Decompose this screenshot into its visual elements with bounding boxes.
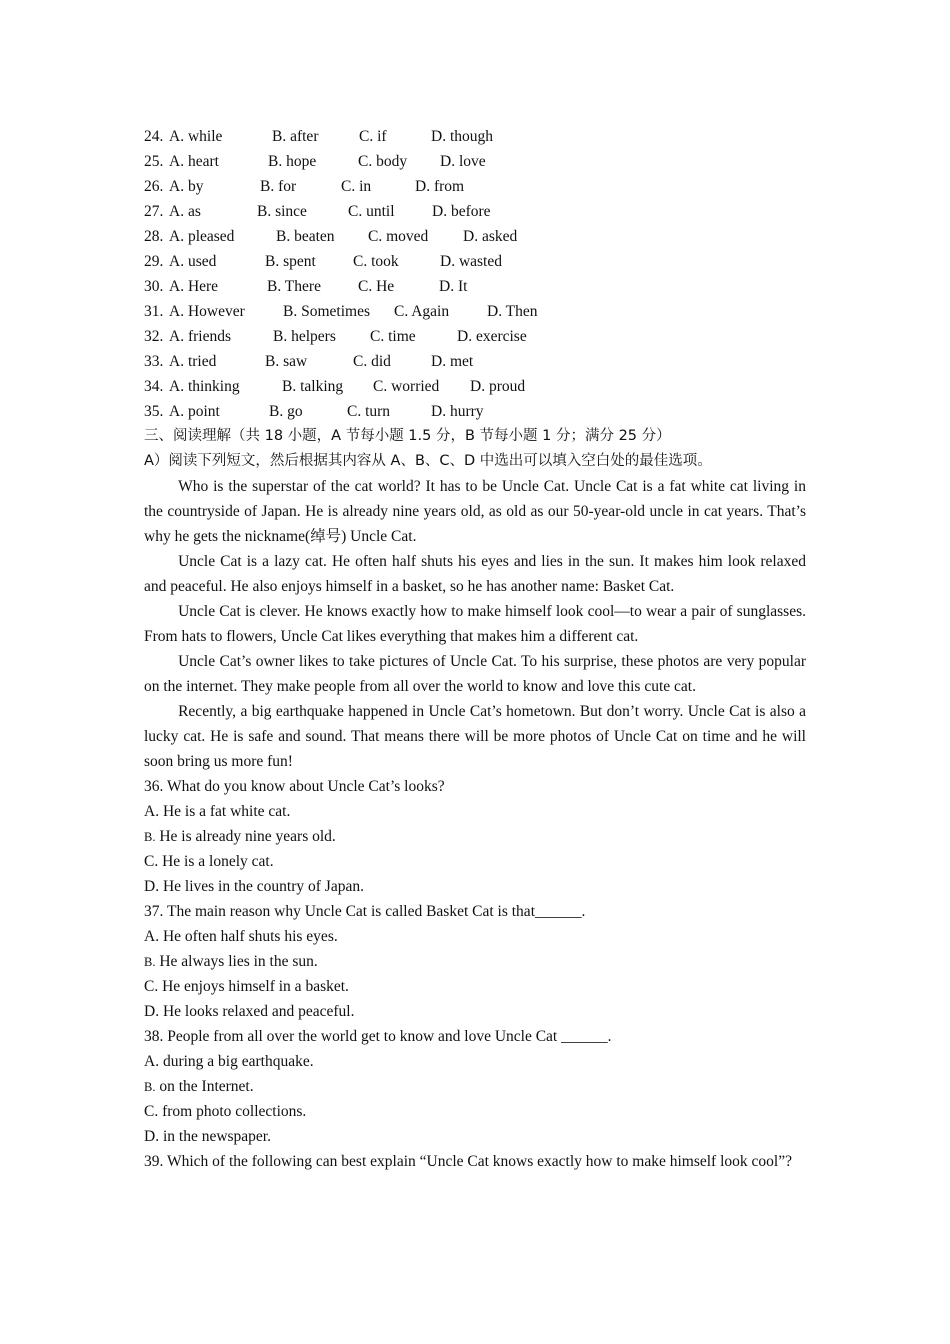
cloze-option-row (144, 274, 806, 299)
cloze-options-list (144, 124, 806, 424)
answer-option (144, 799, 806, 824)
option-letter: A. (144, 928, 160, 945)
cloze-option-row (144, 124, 806, 149)
option-letter: D. (144, 1003, 160, 1020)
question-stem: 36. What do you know about Uncle Cat’s looks? (144, 778, 445, 795)
cloze-option-row (144, 224, 806, 249)
question-39 (144, 1149, 806, 1174)
question-number: 32. (144, 328, 164, 345)
option-a: A. by (169, 178, 204, 195)
option-c: C. time (370, 328, 416, 345)
option-a: A. point (169, 403, 220, 420)
section-heading: 三、阅读理解（共 18 小题，A 节每小题 1.5 分，B 节每小题 1 分；满分 25 分） (144, 428, 671, 444)
option-c: C. did (353, 353, 391, 370)
option-a: A. heart (169, 153, 219, 170)
option-d: D. asked (463, 228, 518, 245)
option-letter: D. (144, 878, 160, 895)
option-a: A. Here (169, 278, 219, 295)
option-c: C. moved (368, 228, 429, 245)
passage-paragraph: Uncle Cat is clever. He knows exactly how to make himself look cool—to wear a pair of sunglasses. From hats to flowers, Uncle Cat likes everything that makes him a different cat. (144, 603, 806, 645)
question-36 (144, 774, 806, 899)
cloze-option-row (144, 299, 806, 324)
option-letter: A. (144, 1053, 160, 1070)
section-instruction: A）阅读下列短文，然后根据其内容从 A、B、C、D 中选出可以填入空白处的最佳选项。 (144, 453, 712, 469)
option-d: D. though (431, 128, 493, 145)
option-b: B. since (257, 203, 307, 220)
option-d: D. from (415, 178, 465, 195)
option-a: A. thinking (169, 378, 240, 395)
answer-option (144, 849, 806, 874)
answer-option (144, 924, 806, 949)
question-number: 25. (144, 153, 164, 170)
option-a: A. However (169, 303, 245, 320)
option-d: D. Then (487, 303, 538, 320)
passage-paragraph: Uncle Cat’s owner likes to take pictures of Uncle Cat. To his surprise, these photos are very popular on the internet. They make people from all over the world to know and love this cute cat. (144, 653, 806, 695)
option-text: He is a lonely cat. (158, 853, 274, 870)
option-b: B. go (269, 403, 303, 420)
option-c: C. Again (394, 303, 450, 320)
option-a: A. tried (169, 353, 217, 370)
option-letter: B. (144, 830, 156, 844)
answer-option (144, 1074, 806, 1099)
question-number: 31. (144, 303, 164, 320)
option-d: D. exercise (457, 328, 527, 345)
option-b: B. helpers (273, 328, 336, 345)
question-stem: 38. People from all over the world get to know and love Uncle Cat ______. (144, 1028, 612, 1045)
answer-option (144, 1099, 806, 1124)
cloze-option-row (144, 149, 806, 174)
question-number: 27. (144, 203, 164, 220)
option-b: B. talking (282, 378, 344, 395)
option-b: B. hope (268, 153, 317, 170)
option-d: D. before (432, 203, 491, 220)
question-stem: 37. The main reason why Uncle Cat is called Basket Cat is that______. (144, 903, 586, 920)
answer-option (144, 974, 806, 999)
question-number: 24. (144, 128, 164, 145)
option-a: A. while (169, 128, 223, 145)
cloze-option-row (144, 349, 806, 374)
option-b: B. There (267, 278, 321, 295)
option-letter: B. (144, 955, 156, 969)
option-text: He often half shuts his eyes. (159, 928, 338, 945)
cloze-option-row (144, 324, 806, 349)
reading-passage (144, 474, 806, 774)
option-text: from photo collections. (158, 1103, 307, 1120)
option-d: D. proud (470, 378, 526, 395)
option-c: C. body (358, 153, 408, 170)
option-b: B. saw (265, 353, 308, 370)
option-d: D. met (431, 353, 474, 370)
question-37 (144, 899, 806, 1024)
option-text: during a big earthquake. (159, 1053, 314, 1070)
option-a: A. used (169, 253, 217, 270)
option-letter: C. (144, 853, 159, 870)
question-number: 33. (144, 353, 164, 370)
option-a: A. pleased (169, 228, 235, 245)
answer-option (144, 1124, 806, 1149)
option-c: C. turn (347, 403, 391, 420)
option-d: D. wasted (440, 253, 502, 270)
option-c: C. until (348, 203, 395, 220)
answer-option (144, 999, 806, 1024)
option-c: C. worried (373, 378, 440, 395)
option-text: He always lies in the sun. (155, 953, 318, 970)
question-number: 28. (144, 228, 164, 245)
passage-paragraph: Recently, a big earthquake happened in Uncle Cat’s hometown. But don’t worry. Uncle Cat is also a lucky cat. He is safe and sound. That means there will be more photos of Uncle Cat on time and he will soon bring us more fun! (144, 703, 806, 770)
exam-page (144, 124, 806, 1174)
option-c: C. in (341, 178, 372, 195)
answer-option (144, 1049, 806, 1074)
option-c: C. if (359, 128, 387, 145)
option-letter: D. (144, 1128, 160, 1145)
cloze-option-row (144, 374, 806, 399)
question-number: 26. (144, 178, 164, 195)
option-d: D. It (439, 278, 468, 295)
option-text: He looks relaxed and peaceful. (159, 1003, 355, 1020)
option-letter: A. (144, 803, 160, 820)
option-d: D. hurry (431, 403, 484, 420)
question-number: 29. (144, 253, 164, 270)
option-b: B. Sometimes (283, 303, 370, 320)
option-d: D. love (440, 153, 486, 170)
option-b: B. spent (265, 253, 316, 270)
cloze-option-row (144, 199, 806, 224)
option-text: in the newspaper. (159, 1128, 271, 1145)
option-b: B. for (260, 178, 297, 195)
answer-option (144, 874, 806, 899)
option-text: He lives in the country of Japan. (159, 878, 364, 895)
passage-paragraph: Uncle Cat is a lazy cat. He often half shuts his eyes and lies in the sun. It makes him look relaxed and peaceful. He also enjoys himself in a basket, so he has another name: Basket Cat. (144, 553, 806, 595)
passage-paragraph: Who is the superstar of the cat world? It has to be Uncle Cat. Uncle Cat is a fat white cat living in the countryside of Japan. He is already nine years old, as old as our 50-year-old uncle in cat years. That’s why he gets the nickname(绰号) Uncle Cat. (144, 478, 806, 545)
question-38 (144, 1024, 806, 1149)
cloze-option-row (144, 399, 806, 424)
question-stem: 39. Which of the following can best explain “Uncle Cat knows exactly how to make himself look cool”? (144, 1153, 792, 1170)
option-b: B. after (272, 128, 319, 145)
question-number: 35. (144, 403, 164, 420)
question-number: 34. (144, 378, 164, 395)
question-number: 30. (144, 278, 164, 295)
cloze-option-row (144, 174, 806, 199)
option-a: A. as (169, 203, 201, 220)
option-text: He is already nine years old. (155, 828, 336, 845)
option-letter: C. (144, 978, 159, 995)
option-c: C. He (358, 278, 395, 295)
option-a: A. friends (169, 328, 231, 345)
option-letter: B. (144, 1080, 156, 1094)
option-letter: C. (144, 1103, 159, 1120)
option-c: C. took (353, 253, 399, 270)
answer-option (144, 824, 806, 849)
answer-option (144, 949, 806, 974)
option-text: He is a fat white cat. (159, 803, 291, 820)
option-text: on the Internet. (155, 1078, 254, 1095)
cloze-option-row (144, 249, 806, 274)
option-text: He enjoys himself in a basket. (158, 978, 349, 995)
option-b: B. beaten (276, 228, 335, 245)
